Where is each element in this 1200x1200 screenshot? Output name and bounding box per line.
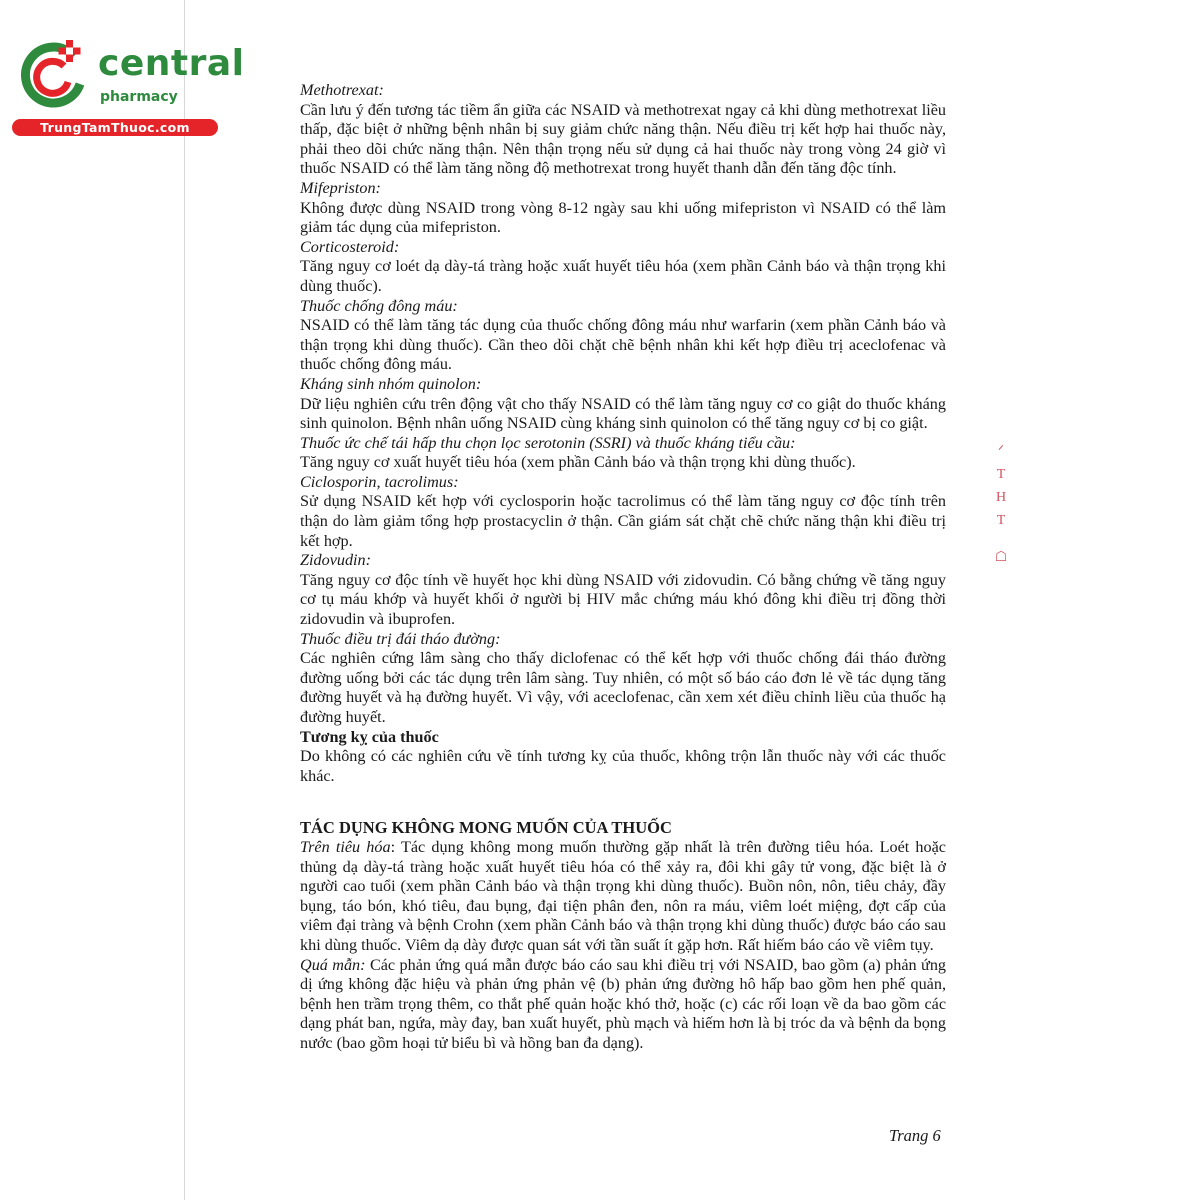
adverse-effects-title: TÁC DỤNG KHÔNG MONG MUỐN CỦA THUỐC	[300, 818, 672, 838]
red-stamp-fragment	[992, 440, 1010, 569]
lead-separator: :	[390, 837, 401, 856]
section-text: Không được dùng NSAID trong vòng 8-12 ngày sau khi uống mifepriston vì NSAID có thể làm giảm tác dụng của mifepriston.	[300, 198, 946, 237]
section-text: Các nghiên cứng lâm sàng cho thấy diclofenac có thể kết hợp với thuốc chống đái tháo đường đường uống bởi các tác dụng trên lâm sàng. Tuy nhiên, có một số báo cáo đơn lẻ về tác dụng tăng đường huyết và hạ đường huyết. Vì vậy, với aceclofenac, cần xem xét điều chỉnh liều của thuốc hạ đường huyết.	[300, 649, 946, 726]
brand-name: central	[98, 43, 245, 84]
paragraph-lead: Quá mẫn:	[300, 955, 366, 974]
central-pharmacy-logo	[10, 38, 245, 138]
incompatibility-text: Do không có các nghiên cứu về tính tương kỵ của thuốc, không trộn lẫn thuốc này với các thuốc khác.	[300, 747, 946, 785]
incompatibility-heading: Tương kỵ của thuốc	[300, 727, 439, 746]
stamp-glyph: ☖	[994, 550, 1008, 565]
adverse-effects-section	[300, 818, 946, 1053]
interaction-section	[300, 238, 946, 297]
section-text: Tăng nguy cơ loét dạ dày-tá tràng hoặc xuất huyết tiêu hóa (xem phần Cảnh báo và thận trọng khi dùng thuốc).	[300, 257, 946, 295]
section-text: Cần lưu ý đến tương tác tiềm ẩn giữa các NSAID và methotrexat ngay cả khi dùng methotrexat liều thấp, đặc biệt ở những bệnh nhân bị suy giảm chức năng thận. Nếu điều trị kết hợp hai thuốc này, phải theo dõi chức năng thận. Nên thận trọng nếu sử dụng cả hai thuốc này trong vòng 24 giờ vì thuốc NSAID có thể làm tăng nồng độ methotrexat trong huyết thanh dẫn đến tăng độc tính.	[300, 100, 946, 178]
section-heading-quinolon: Kháng sinh nhóm quinolon:	[300, 374, 482, 393]
document-body	[300, 81, 946, 1054]
paragraph-lead: Trên tiêu hóa	[300, 837, 391, 856]
section-text: NSAID có thể làm tăng tác dụng của thuốc chống đông máu như warfarin (xem phần Cảnh báo và thận trọng khi dùng thuốc). Cần theo dõi chặt chẽ bệnh nhân khi kết hợp điều trị aceclofenac và thuốc chống đông máu.	[300, 316, 946, 374]
section-text: Tăng nguy cơ xuất huyết tiêu hóa (xem phần Cảnh báo và thận trọng khi dùng thuốc).	[300, 453, 856, 472]
section-heading-corticosteroid: Corticosteroid:	[300, 237, 400, 256]
pharmacy-cross-icon	[18, 38, 90, 110]
section-heading-diabetes: Thuốc điều trị đái tháo đường:	[300, 629, 501, 648]
incompatibility-section	[300, 728, 946, 787]
page-number: Trang 6	[889, 1126, 941, 1145]
section-text: Tăng nguy cơ độc tính về huyết học khi dùng NSAID với zidovudin. Có bằng chứng về tăng nguy cơ tụ máu khớp và huyết khối ở người bị HIV mắc chứng máu khó đông khi điều trị đồng thời zidovudin và ibuprofen.	[300, 570, 946, 629]
spacer	[300, 786, 946, 806]
section-heading-methotrexat: Methotrexat:	[300, 81, 384, 99]
section-text: Dữ liệu nghiên cứu trên động vật cho thấy NSAID có thể làm tăng nguy cơ co giật do thuốc kháng sinh quinolon. Bệnh nhân uống NSAID cùng kháng sinh quinolon có thể tăng nguy cơ bị co giật.	[300, 394, 946, 433]
brand-subtitle: pharmacy	[100, 89, 178, 105]
section-heading-zidovudin: Zidovudin:	[300, 551, 372, 570]
section-text: Sử dụng NSAID kết hợp với cyclosporin hoặc tacrolimus có thể làm tăng nguy cơ độc tính trên thận do làm giảm tổng hợp prostacyclin ở thận. Cần giám sát chặt chẽ chức năng thận khi điều trị kết hợp.	[300, 492, 946, 550]
interaction-section	[300, 551, 946, 629]
section-heading-ssri: Thuốc ức chế tái hấp thu chọn lọc serotonin (SSRI) và thuốc kháng tiểu cầu:	[300, 433, 796, 452]
stamp-glyph: ᐟ	[998, 444, 1004, 459]
interaction-section	[300, 297, 946, 375]
section-heading-ciclosporin: Ciclosporin, tacrolimus:	[300, 472, 459, 491]
interaction-section	[300, 81, 946, 179]
stamp-glyph: H	[995, 490, 1007, 505]
stamp-glyph: T	[996, 513, 1006, 528]
paragraph-text: Các phản ứng quá mẫn được báo cáo sau khi điều trị với NSAID, bao gồm (a) phản ứng dị ứng không đặc hiệu và phản ứng phản vệ (b) phản ứng đường hô hấp bao gồm hen phế quản, bệnh hen trầm trọng thêm, co thắt phế quản hoặc khó thở, hoặc (c) các rối loạn về da bao gồm các dạng phát ban, ngứa, mày đay, ban xuất huyết, phù mạch và hiếm hơn là bị tróc da và bệnh da bọng nước (bao gồm hoại tử biểu bì và hồng ban đa dạng).	[300, 955, 947, 1052]
interaction-section	[300, 179, 946, 238]
section-heading-mifepriston: Mifepriston:	[300, 178, 381, 197]
interaction-section	[300, 473, 946, 551]
brand-url-banner: TrungTamThuoc.com	[12, 119, 218, 136]
page-edge-line	[184, 0, 185, 1200]
interaction-section	[300, 375, 946, 434]
paragraph-text: Tác dụng không mong muốn thường gặp nhất là trên đường tiêu hóa. Loét hoặc thủng dạ dày-tá tràng hoặc xuất huyết tiêu hóa có thể xảy ra, đôi khi gây tử vong, đặc biệt là ở người cao tuổi (xem phần Cảnh báo và thận trọng khi dùng thuốc). Buồn nôn, nôn, tiêu chảy, đầy bụng, táo bón, khó tiêu, đau bụng, đại tiện phân đen, nôn ra máu, viêm loét miệng, đợt cấp của viêm đại tràng và bệnh Crohn (xem phần Cảnh báo và thận trọng khi dùng thuốc) được báo cáo sau khi dùng thuốc. Viêm dạ dày được quan sát với tần suất ít gặp hơn. Rất hiếm báo cáo về viêm tụy.	[300, 837, 946, 954]
interaction-section	[300, 434, 946, 473]
interaction-section	[300, 630, 946, 728]
section-heading-anticoagulant: Thuốc chống đông máu:	[300, 296, 458, 315]
spacer	[300, 806, 946, 818]
adverse-paragraph-gi	[300, 838, 946, 956]
adverse-paragraph-hypersensitivity	[300, 956, 946, 1054]
stamp-glyph: T	[996, 467, 1006, 482]
